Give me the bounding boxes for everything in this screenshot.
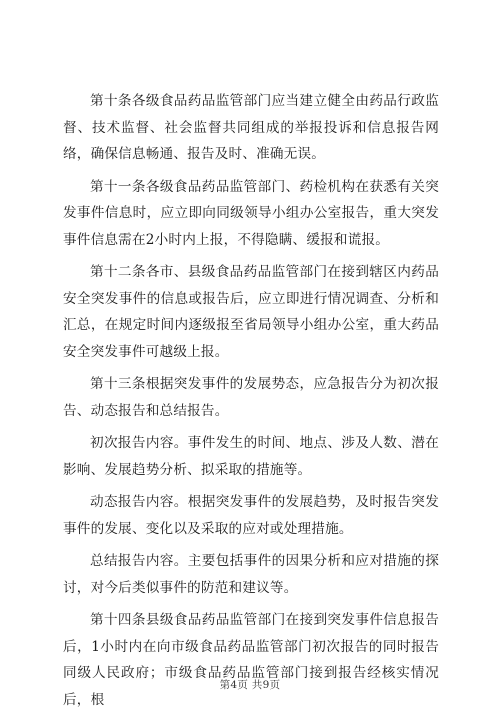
paragraph-initial-report: 初次报告内容。事件发生的时间、地点、涉及人数、潜在影响、发展趋势分析、拟采取的措施等。 — [63, 435, 439, 478]
paragraph-summary-report: 总结报告内容。主要包括事件的因果分析和应对措施的探讨，对今后类似事件的防范和建议等。 — [63, 553, 439, 596]
paragraph-article-13: 第十三条根据突发事件的发展势态，应急报告分为初次报告、动态报告和总结报告。 — [63, 376, 439, 419]
paragraph-article-11: 第十一条各级食品药品监管部门、药检机构在获悉有关突发事件信息时，应立即向同级领导小组办公室报告，重大突发事件信息需在2小时内上报，不得隐瞒、缓报和谎报。 — [63, 178, 439, 248]
paragraph-article-14: 第十四条县级食品药品监管部门在接到突发事件信息报告后，1小时内在向市级食品药品监管部门初次报告的同时报告同级人民政府；市级食品药品监管部门接到报告经核实情况后，根 — [63, 612, 439, 708]
paragraph-article-12: 第十二条各市、县级食品药品监管部门在接到辖区内药品安全突发事件的信息或报告后，应立即进行情况调查、分析和汇总，在规定时间内逐级报至省局领导小组办公室，重大药品安全突发事件可越级上报。 — [63, 264, 439, 360]
paragraph-article-10: 第十条各级食品药品监管部门应当建立健全由药品行政监督、技术监督、社会监督共同组成的举报投诉和信息报告网络，确保信息畅通、报告及时、准确无误。 — [63, 93, 439, 162]
paragraph-dynamic-report: 动态报告内容。根据突发事件的发展趋势，及时报告突发事件的发展、变化以及采取的应对或处理措施。 — [63, 494, 439, 537]
page-number: 第4页 共9页 — [219, 679, 281, 691]
document-body — [63, 88, 439, 719]
